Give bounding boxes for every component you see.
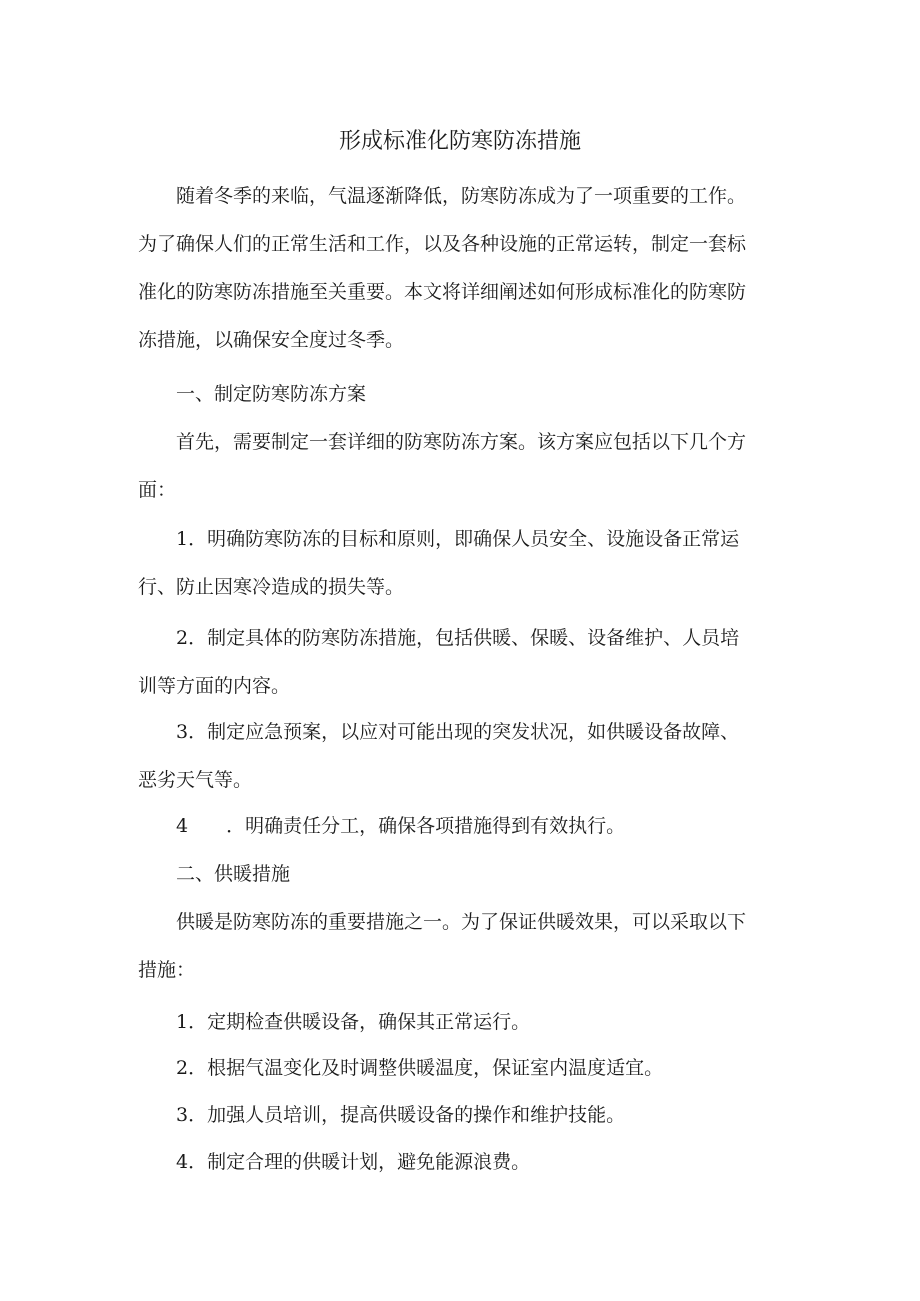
section2-item-4 <box>138 1138 788 1186</box>
intro-paragraph <box>138 172 788 364</box>
paragraph-line: 供暖是防寒防冻的重要措施之一。为了保证供暖效果，可以采取以下 <box>138 911 747 933</box>
page-title: 形成标准化防寒防冻措施 <box>338 129 581 154</box>
paragraph-line: 冻措施，以确保安全度过冬季。 <box>138 329 405 351</box>
paragraph-line: 首先，需要制定一套详细的防寒防冻方案。该方案应包括以下几个方 <box>138 431 747 453</box>
list-item-line: 4 ．明确责任分工，确保各项措施得到有效执行。 <box>138 815 626 837</box>
section1-item-2 <box>138 614 788 710</box>
section1-heading <box>138 370 788 418</box>
paragraph-line: 措施： <box>138 959 196 981</box>
section1-intro <box>138 418 788 514</box>
section1-item-3 <box>138 708 788 804</box>
list-item-line: 1．定期检查供暖设备，确保其正常运行。 <box>138 1011 531 1033</box>
list-item-line: 3．制定应急预案，以应对可能出现的突发状况，如供暖设备故障、 <box>138 721 740 743</box>
section2-intro <box>138 898 788 994</box>
paragraph-line: 随着冬季的来临，气温逐渐降低，防寒防冻成为了一项重要的工作。 <box>138 185 747 207</box>
section1-item-1 <box>138 515 788 611</box>
section-heading: 一、制定防寒防冻方案 <box>138 383 367 405</box>
list-item-line: 1．明确防寒防冻的目标和原则，即确保人员安全、设施设备正常运 <box>138 528 740 550</box>
section1-item-4 <box>138 802 788 850</box>
list-item-line: 2．制定具体的防寒防冻措施，包括供暖、保暖、设备维护、人员培 <box>138 627 740 649</box>
list-item-line: 4．制定合理的供暖计划，避免能源浪费。 <box>138 1151 531 1173</box>
section2-item-3 <box>138 1091 788 1139</box>
list-item-line: 训等方面的内容。 <box>138 675 291 697</box>
list-item-line: 恶劣天气等。 <box>138 769 253 791</box>
list-item-line: 行、防止因寒冷造成的损失等。 <box>138 576 405 598</box>
section2-item-1 <box>138 998 788 1046</box>
list-item-line: 3．加强人员培训，提高供暖设备的操作和维护技能。 <box>138 1104 626 1126</box>
section-heading: 二、供暖措施 <box>138 863 291 885</box>
paragraph-line: 为了确保人们的正常生活和工作，以及各种设施的正常运转，制定一套标 <box>138 233 747 255</box>
paragraph-line: 面： <box>138 479 177 501</box>
section2-item-2 <box>138 1044 788 1092</box>
list-item-line: 2．根据气温变化及时调整供暖温度，保证室内温度适宜。 <box>138 1057 664 1079</box>
section2-heading <box>138 850 788 898</box>
paragraph-line: 准化的防寒防冻措施至关重要。本文将详细阐述如何形成标准化的防寒防 <box>138 281 747 303</box>
